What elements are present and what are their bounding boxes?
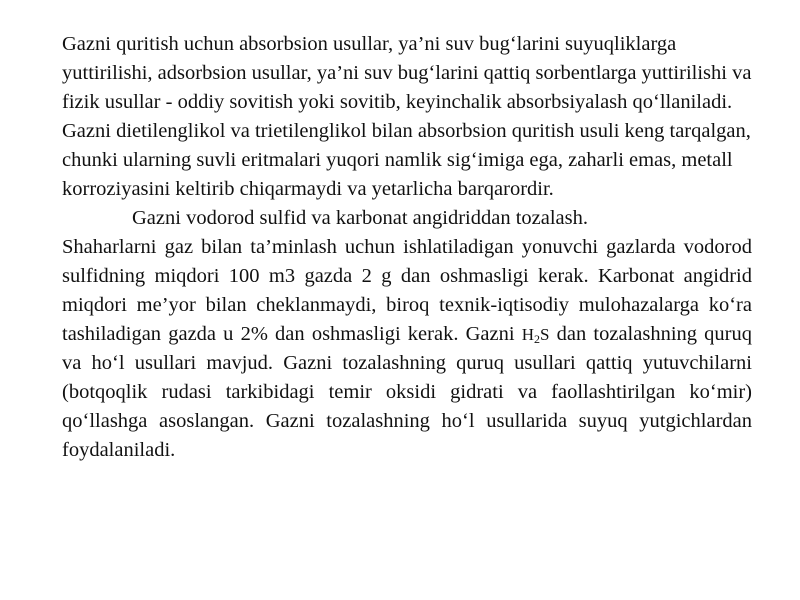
paragraph-drying-methods: Gazni quritish uchun absorbsion usullar, ya’ni suv bug‘larini suyuqliklarga yuttirilishi, adsorbsion usullar, ya’ni suv bug‘larini qattiq sorbentlarga yuttirilishi va fizik usullar - oddiy sovitish yoki sovitib, keyinchalik absorbsiyalash qo‘llaniladi. Gazni dietilenglikol va trietilenglikol bilan absorbsion quritish usuli keng tarqalgan, chunki ularning suvli eritmalari yuqori namlik sig‘imiga ega, zaharli emas, metall korroziyasini keltirib chiqarmaydi va yetarlicha barqarordir. <box>62 33 752 200</box>
document-body <box>62 30 752 465</box>
formula-h: H <box>521 325 535 344</box>
paragraph-text-part2: dan tozalashning quruq va ho‘l usullari mavjud. Gazni tozalashning quruq usullari qattiq yutuvchilarni (botqoqlik rudasi tarkibidagi temir oksidi gidrati va faollashtirilgan ko‘mir) qo‘llashga asoslangan. Gazni tozalashning ho‘l usullarida suyuq yutgichlardan foydalaniladi. <box>62 323 752 461</box>
section-heading: Gazni vodorod sulfid va karbonat angidriddan tozalash. <box>132 207 588 229</box>
formula-subscript: 2 <box>534 332 541 346</box>
paragraph-text-part1: Shaharlarni gaz bilan ta’minlash uchun ishlatiladigan yonuvchi gazlarda vodorod sulfidning miqdori 100 m3 gazda 2 g dan oshmasligi kerak. Karbonat angidrid miqdori me’yor bilan cheklanmaydi, biroq texnik-iqtisodiy mulohazalarga ko‘ra tashiladigan gazda u 2% dan oshmasligi kerak. Gazni <box>62 236 752 345</box>
paragraph-gas-purification <box>62 233 752 465</box>
chemical-formula-h2s <box>522 325 550 344</box>
formula-s: S <box>540 325 550 344</box>
